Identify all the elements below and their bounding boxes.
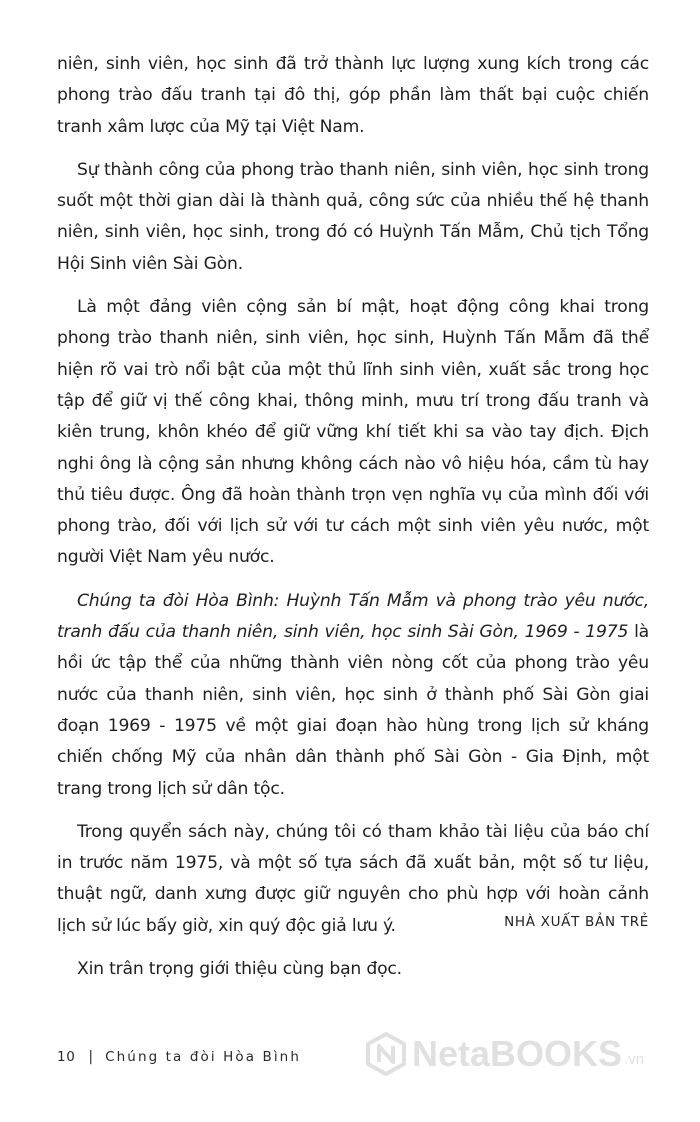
paragraph-6: Xin trân trọng giới thiệu cùng bạn đọc. [77,959,402,980]
footer-book-title: Chúng ta đòi Hòa Bình [105,1049,301,1065]
page-body [57,49,649,985]
publisher-signature: NHÀ XUẤT BẢN TRẺ [504,914,649,930]
netabooks-logo-icon [364,1032,408,1076]
watermark-tld: .vn [624,1051,645,1068]
watermark [364,1032,644,1076]
paragraph-5: Trong quyển sách này, chúng tôi có tham khảo tài liệu của báo chí in trước năm 1975, và một số tựa sách đã xuất bản, một số tư liệu, thuật ngữ, danh xưng được giữ nguyên cho phù hợp với hoàn cảnh lịch sử lúc bấy giờ, xin quý độc giả lưu ý. [57,821,649,936]
paragraph-2: Sự thành công của phong trào thanh niên, sinh viên, học sinh trong suốt một thời gian dài là thành quả, công sức của nhiều thế hệ thanh niên, sinh viên, học sinh, trong đó có Huỳnh Tấn Mẫm, Chủ tịch Tổng Hội Sinh viên Sài Gòn. [57,159,649,274]
paragraph-1: niên, sinh viên, học sinh đã trở thành lực lượng xung kích trong các phong trào đấu tranh tại đô thị, góp phần làm thất bại cuộc chiến tranh xâm lược của Mỹ tại Việt Nam. [57,54,649,137]
book-title-italic: Chúng ta đòi Hòa Bình: Huỳnh Tấn Mẫm và phong trào yêu nước, tranh đấu của thanh niên, sinh viên, học sinh Sài Gòn, 1969 - 1975 [57,590,649,643]
book-paragraph-rest: là hồi ức tập thể của những thành viên nòng cốt của phong trào yêu nước của thanh niên, sinh viên, học sinh ở thành phố Sài Gòn giai đoạn 1969 - 1975 về một giai đoạn hào hùng trong lịch sử kháng chiến chống Mỹ của nhân dân thành phố Sài Gòn - Gia Định, một trang trong lịch sử dân tộc. [57,622,649,799]
paragraph-3: Là một đảng viên cộng sản bí mật, hoạt động công khai trong phong trào thanh niên, sinh viên, học sinh, Huỳnh Tấn Mẫm đã thể hiện rõ vai trò nổi bật của một thủ lĩnh sinh viên, xuất sắc trong học tập để giữ vị thế công khai, thông minh, mưu trí trong đấu tranh và kiên trung, khôn khéo để giữ vững khí tiết khi sa vào tay địch. Địch nghi ông là cộng sản nhưng không cách nào vô hiệu hóa, cầm tù hay thủ tiêu được. Ông đã hoàn thành trọn vẹn nghĩa vụ của mình đối với phong trào, đối với lịch sử với tư cách một sinh viên yêu nước, một người Việt Nam yêu nước. [57,297,649,568]
page-number: 10 [57,1049,76,1065]
paragraph-book-intro [57,586,649,805]
watermark-brand: NetaBOOKS [412,1033,623,1074]
page-footer [57,1049,301,1065]
footer-separator: | [88,1049,94,1065]
